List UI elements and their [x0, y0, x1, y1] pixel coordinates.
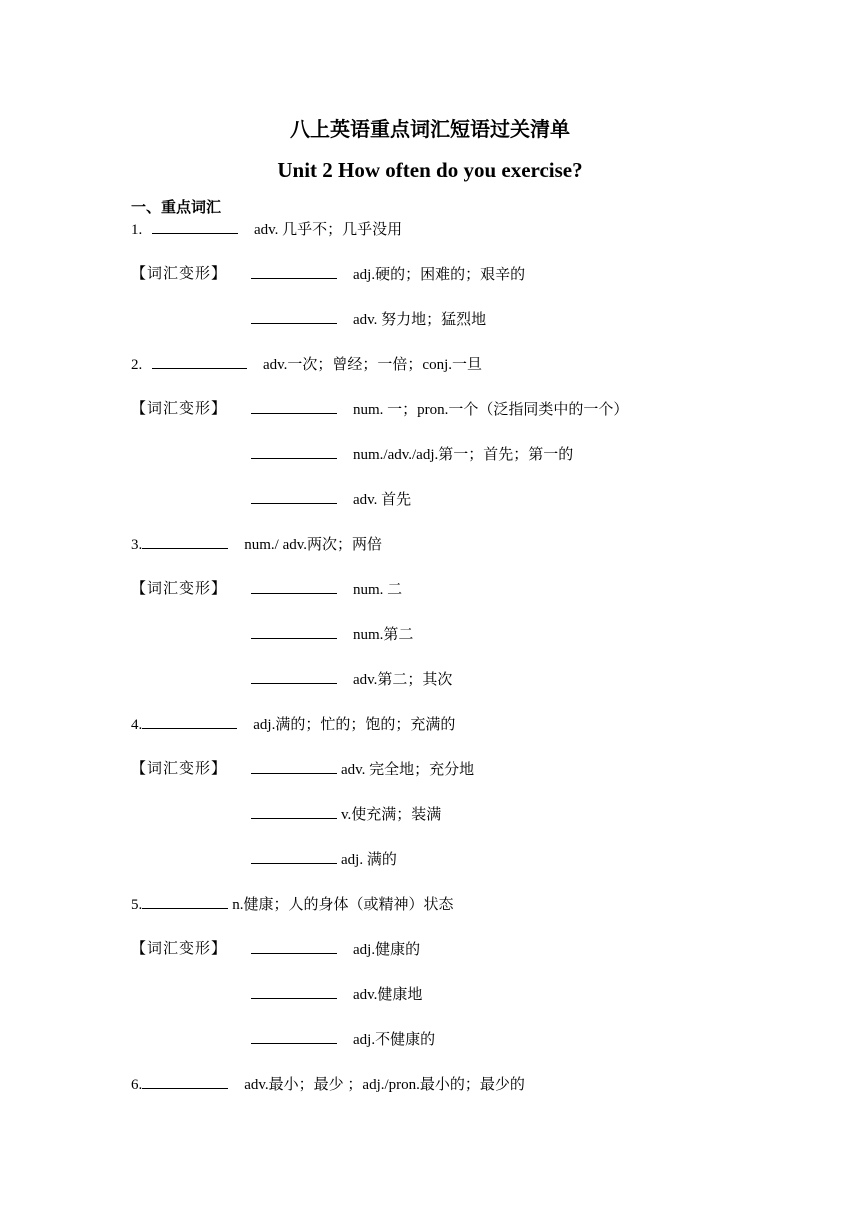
- answer-blank[interactable]: [251, 579, 337, 594]
- definition: num. 一；pron.一个（泛指同类中的一个）: [353, 402, 629, 418]
- variation-tag: 【词汇变形】: [131, 401, 228, 417]
- answer-blank[interactable]: [152, 354, 247, 369]
- document-title: 八上英语重点词汇短语过关清单: [290, 119, 570, 141]
- answer-blank[interactable]: [142, 534, 228, 549]
- item-number: 1.: [131, 222, 146, 238]
- variation-tag: 【词汇变形】: [131, 581, 228, 597]
- vocab-item-1: [131, 219, 402, 240]
- answer-blank[interactable]: [251, 399, 337, 414]
- definition: num./ adv.两次；两倍: [244, 537, 383, 553]
- answer-blank[interactable]: [142, 894, 228, 909]
- section-heading: 一、重点词汇: [131, 200, 222, 216]
- answer-blank[interactable]: [251, 984, 337, 999]
- variation-row: [251, 444, 573, 465]
- variation-row: [251, 1029, 435, 1050]
- definition: v.使充满；装满: [341, 807, 442, 823]
- variation-row: [251, 669, 452, 690]
- answer-blank[interactable]: [251, 309, 337, 324]
- answer-blank[interactable]: [142, 1074, 228, 1089]
- definition: adj.不健康的: [353, 1032, 436, 1048]
- answer-blank[interactable]: [142, 714, 237, 729]
- definition: adv.一次；曾经；一倍；conj.一旦: [263, 357, 483, 373]
- variation-row: [251, 984, 422, 1005]
- item-number: 3.: [131, 537, 143, 553]
- variation-row: [251, 759, 474, 780]
- variation-row: [251, 939, 420, 960]
- answer-blank[interactable]: [251, 264, 337, 279]
- unit-title: Unit 2 How often do you exercise?: [277, 158, 583, 182]
- answer-blank[interactable]: [251, 489, 337, 504]
- variation-row: [251, 399, 628, 420]
- variation-tag: 【词汇变形】: [131, 941, 228, 957]
- variation-tag: 【词汇变形】: [131, 266, 228, 282]
- definition: adv. 首先: [353, 492, 412, 508]
- item-number: 4.: [131, 717, 143, 733]
- item-number: 6.: [131, 1077, 143, 1093]
- definition: adv.健康地: [353, 987, 423, 1003]
- variation-tag: 【词汇变形】: [131, 761, 228, 777]
- answer-blank[interactable]: [251, 624, 337, 639]
- definition: adj.硬的；困难的；艰辛的: [353, 267, 526, 283]
- answer-blank[interactable]: [251, 444, 337, 459]
- definition: adj. 满的: [341, 852, 397, 868]
- vocab-item-3: [131, 534, 382, 555]
- item-number: 5.: [131, 897, 143, 913]
- answer-blank[interactable]: [251, 849, 337, 864]
- definition: adv. 努力地；猛烈地: [353, 312, 487, 328]
- item-number: 2.: [131, 357, 146, 373]
- definition: num.第二: [353, 627, 414, 643]
- answer-blank[interactable]: [152, 219, 238, 234]
- definition: adv. 完全地；充分地: [341, 762, 475, 778]
- answer-blank[interactable]: [251, 804, 337, 819]
- variation-row: [251, 624, 413, 645]
- variation-row: [251, 264, 525, 285]
- answer-blank[interactable]: [251, 669, 337, 684]
- definition: num./adv./adj.第一；首先；第一的: [353, 447, 574, 463]
- answer-blank[interactable]: [251, 939, 337, 954]
- definition: adj.健康的: [353, 942, 421, 958]
- variation-row: [251, 804, 441, 825]
- definition: adv.第二；其次: [353, 672, 453, 688]
- answer-blank[interactable]: [251, 1029, 337, 1044]
- definition: adj.满的；忙的；饱的；充满的: [253, 717, 456, 733]
- vocab-item-6: [131, 1074, 525, 1095]
- vocab-item-4: [131, 714, 455, 735]
- variation-row: [251, 309, 486, 330]
- vocab-item-2: [131, 354, 482, 375]
- definition: num. 二: [353, 582, 403, 598]
- variation-row: [251, 579, 402, 600]
- answer-blank[interactable]: [251, 759, 337, 774]
- definition: adv. 几乎不；几乎没用: [254, 222, 403, 238]
- vocab-item-5: [131, 894, 454, 915]
- definition: n.健康；人的身体（或精神）状态: [232, 897, 454, 913]
- definition: adv.最小；最少 ；adj./pron.最小的；最少的: [244, 1077, 525, 1093]
- variation-row: [251, 489, 411, 510]
- variation-row: [251, 849, 397, 870]
